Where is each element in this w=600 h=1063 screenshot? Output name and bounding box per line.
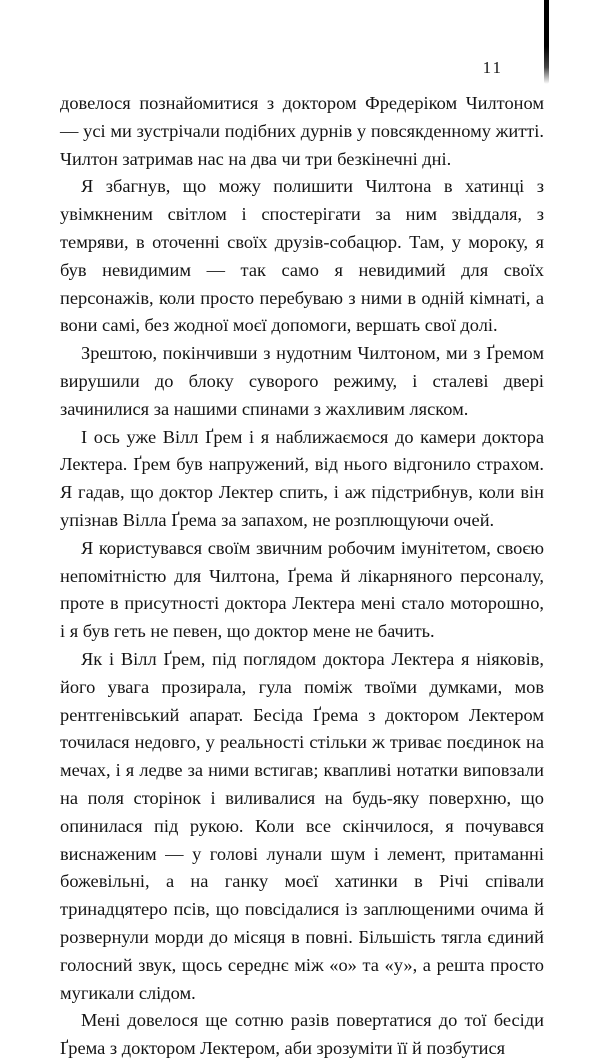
- page-number: 11: [482, 58, 503, 77]
- body-text: [60, 90, 544, 1063]
- paragraph-3: Зрештою, покінчивши з нудотним Чилтоном, ми з Ґремом вирушили до блоку суворого режиму, і сталеві двері зачинилися за нашими спинами з жахливим ляском.: [60, 343, 544, 419]
- page-edge-tab-mark: [544, 0, 549, 84]
- paragraph-5: Я користувався своїм звичним робочим імунітетом, своєю непомітністю для Чилтона, Ґрема й лікарняного персоналу, проте в присутності доктора Лектера мені стало моторошно, і я був геть не певен, що доктор мене не бачить.: [60, 537, 544, 642]
- paragraph-7: Мені довелося ще сотню разів повертатися до тої бесіди Ґрема з доктором Лектером, аби зрозуміти її й позбутися: [60, 1010, 544, 1059]
- paragraph-2: Я збагнув, що можу полишити Чилтона в хатинці з увімкненим світлом і спостерігати за ним звіддаля, з темряви, в оточенні своїх друзів-собацюр. Там, у мороку, я був невидимим — так само я невидимий для своїх персонажів, коли просто перебуваю з ними в одній кімнаті, а вони самі, без жодної моєї допомоги, вершать свої долі.: [60, 176, 544, 336]
- paragraph-1: довелося познайомитися з доктором Фредеріком Чилтоном — усі ми зустрічали подібних дурнів у повсякденному житті. Чилтон затримав нас на два чи три безкінечні дні.: [60, 93, 544, 169]
- paragraph-6: Як і Вілл Ґрем, під поглядом доктора Лектера я ніяковів, його увага прозирала, гула поміж твоїми думками, мов рентгенівський апарат. Бесіда Ґрема з доктором Лектером точилася недовго, у реальності стільки ж триває поєдинок на мечах, і я ледве за ними встигав; квапливі нотатки виповзали на поля сторінок і виливалися на будь-яку поверхню, що опинилася під рукою. Коли все скінчилося, я почувався виснаженим — у голові лунали шум і лемент, притаманні божевільні, а на ганку моєї хатинки в Річі співали тринадцятеро псів, що повсідалися із заплющеними очима й розвернули морди до місяця в повні. Більшість тягла єдиний голосний звук, щось середнє між «о» та «у», а решта просто мугикали слідом.: [60, 648, 544, 1003]
- paragraph-4: І ось уже Вілл Ґрем і я наближаємося до камери доктора Лектера. Ґрем був напружений, від нього відгонило страхом. Я гадав, що доктор Лектер спить, і аж підстрибнув, коли він упізнав Вілла Ґрема за запахом, не розплющуючи очей.: [60, 426, 544, 530]
